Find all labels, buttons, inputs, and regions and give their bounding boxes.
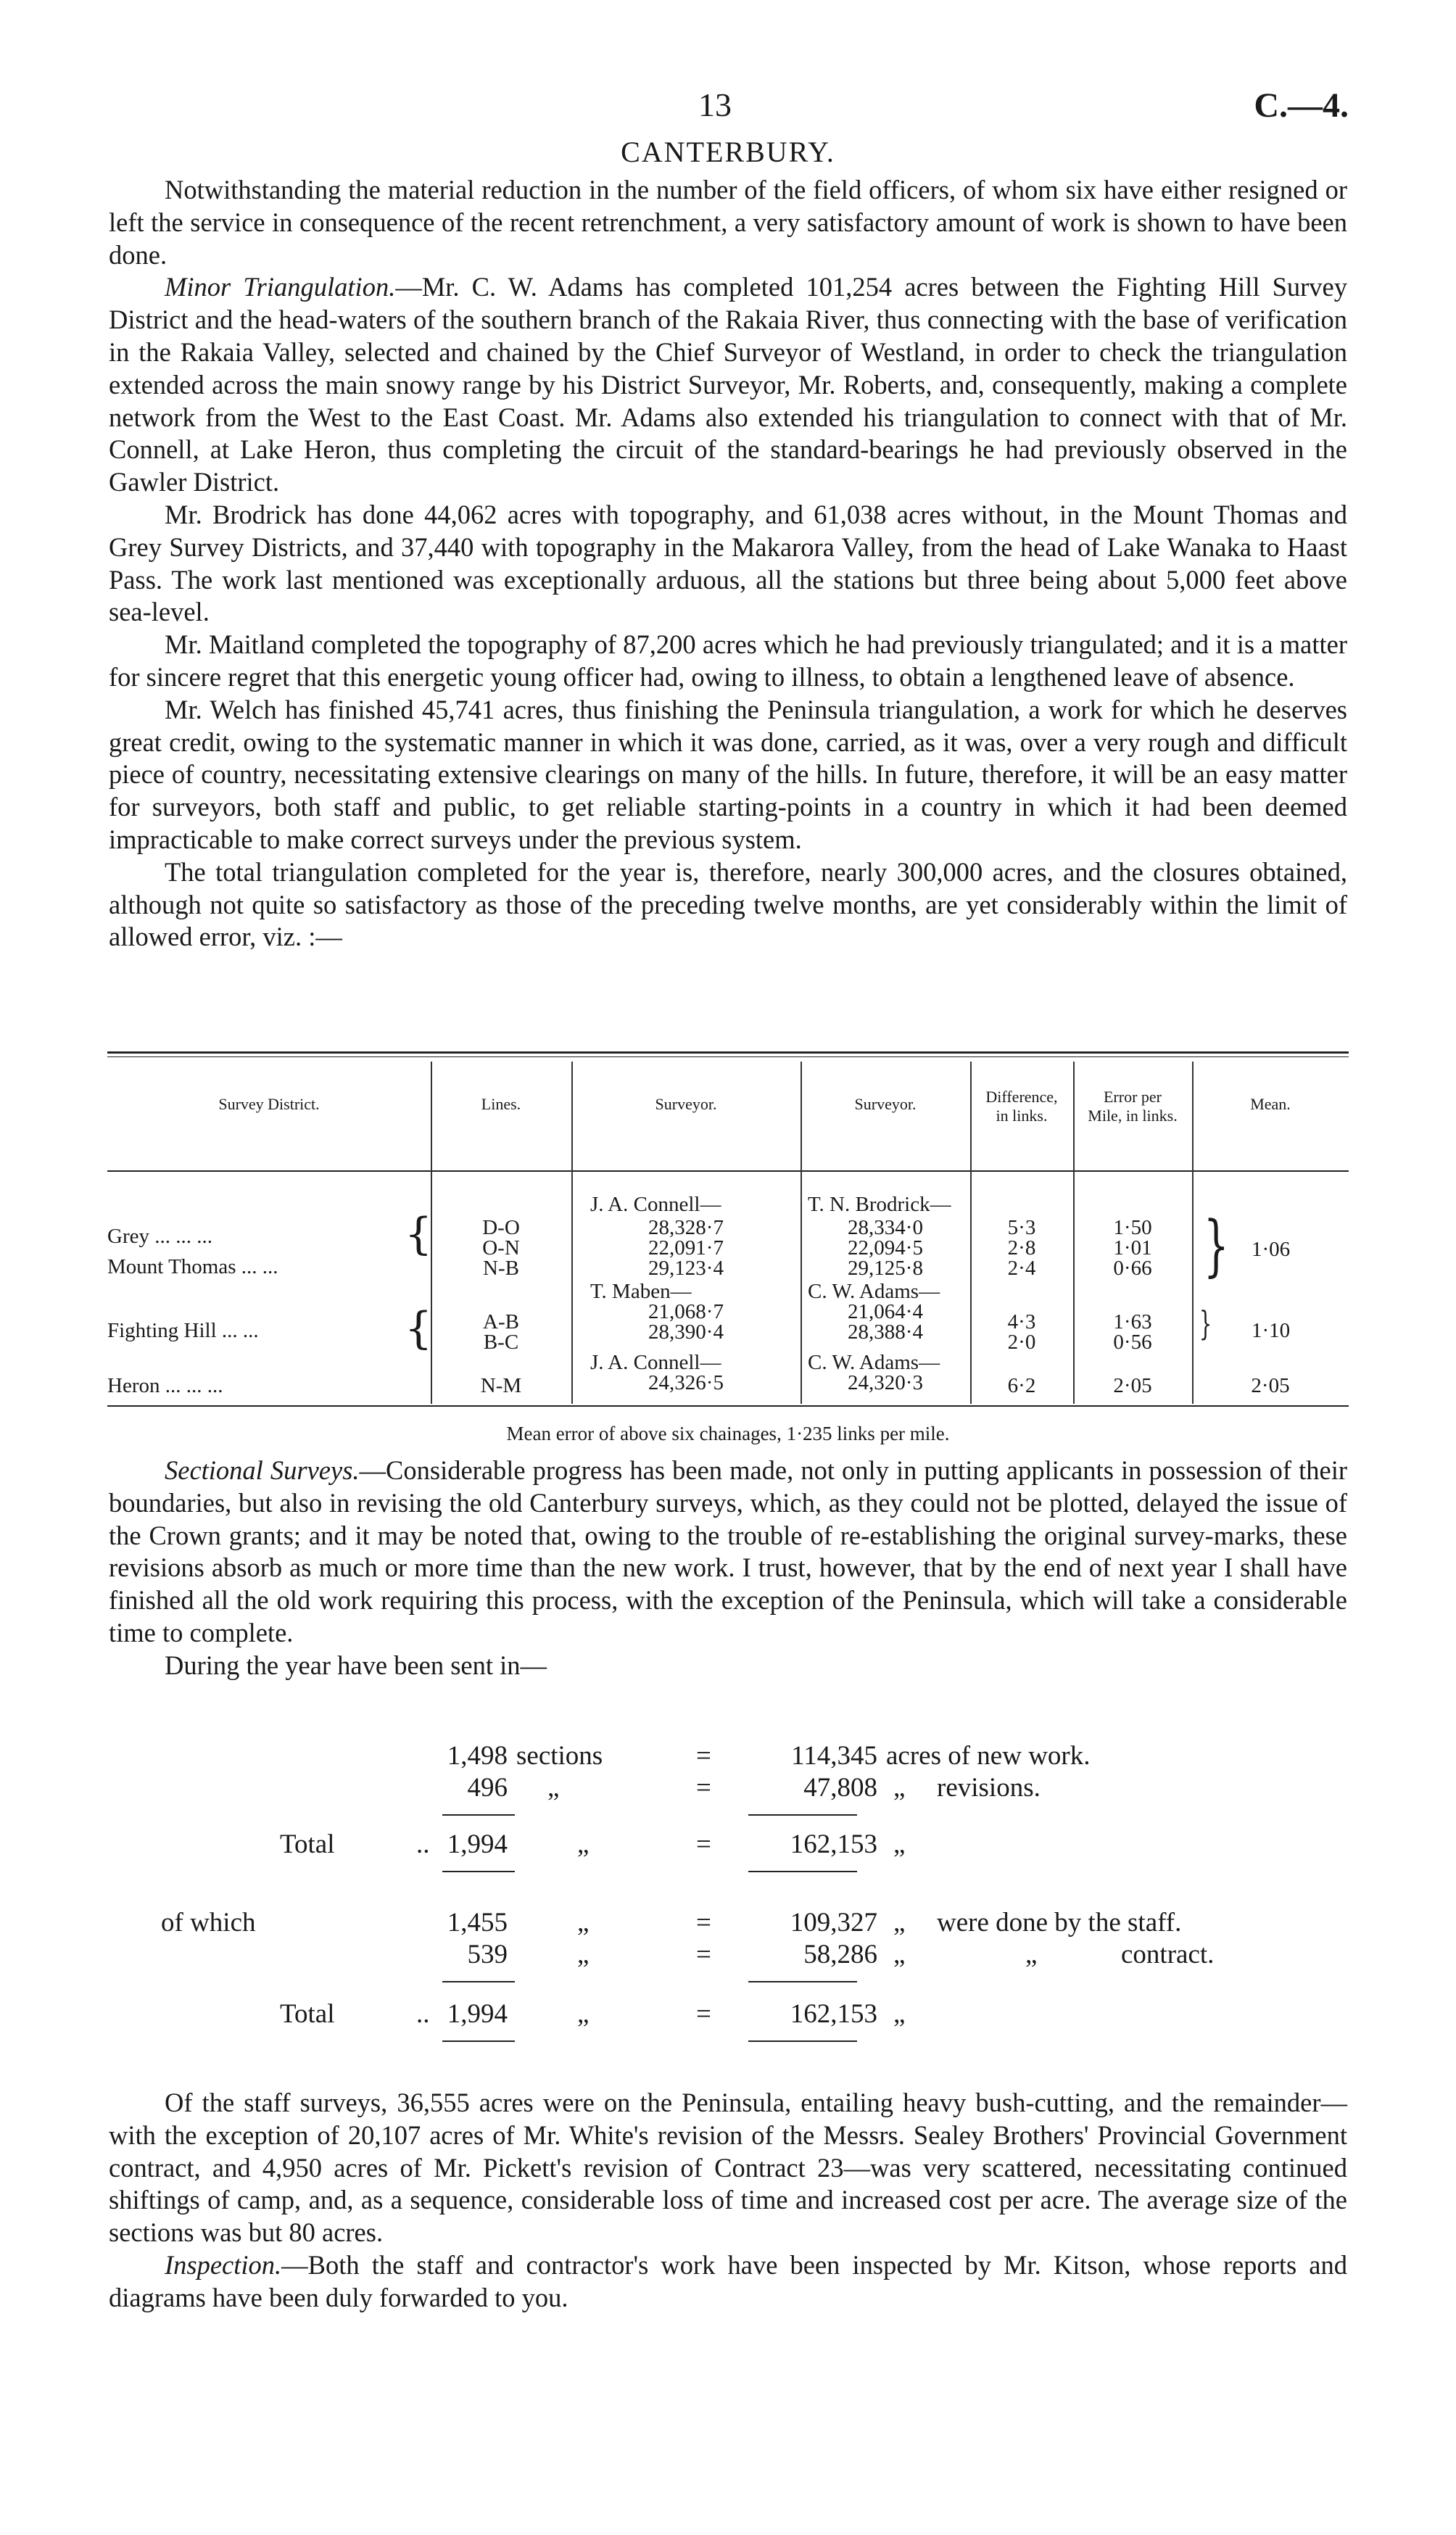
ditto: „ [893, 1829, 906, 1859]
equals: = [696, 1908, 711, 1938]
ditto: „ [577, 1829, 590, 1859]
table-header-rule [107, 1170, 1349, 1172]
header-surveyor-2: Surveyor. [854, 1095, 917, 1113]
line-cell: N-M [480, 1374, 522, 1397]
acres: 58,286 [803, 1940, 877, 1969]
ditto: „ [547, 1773, 560, 1803]
paragraph-lead-sectional-surveys: Sectional Surveys. [165, 1455, 360, 1485]
paragraph-brodrick: Mr. Brodrick has done 44,062 acres with topography, and 61,038 acres without, in the Mount Thomas and Grey Survey Districts, and 37,440 with topography in the Makarora Valley, from the head of Lake Wanaka to Haast Pass. The work last mentioned was exceptionally arduous, all the stations but three being about 5,000 feet above sea-level. [109, 499, 1347, 627]
description: acres of new work. [886, 1741, 1091, 1771]
count: 1,455 [447, 1908, 508, 1938]
difference-value: 2·4 [1007, 1257, 1036, 1280]
header-difference-line-1: Difference, [985, 1088, 1058, 1106]
difference-value: 2·0 [1007, 1331, 1036, 1354]
description: contract. [1121, 1940, 1215, 1969]
difference-value: 2·8 [1007, 1236, 1036, 1260]
count: 1,498 [447, 1741, 508, 1771]
line-cell: N-B [483, 1257, 519, 1280]
description: were done by the staff. [937, 1908, 1182, 1938]
page-number: 13 [698, 86, 732, 123]
district-grey: Grey ... ... ... [107, 1225, 212, 1248]
header-error-line-1: Error per [1103, 1088, 1162, 1106]
description: revisions. [937, 1773, 1041, 1803]
ditto: „ [893, 1999, 906, 2029]
acres: 162,153 [790, 1999, 877, 2029]
underline [748, 1871, 857, 1872]
line-cell: D-O [482, 1216, 520, 1239]
surveyor-group-2-b: C. W. Adams— [808, 1280, 940, 1303]
ditto: „ [893, 1773, 906, 1803]
ditto: „ [1025, 1940, 1038, 1969]
body-text [109, 174, 1347, 954]
underline [748, 1981, 857, 1982]
acres: 162,153 [790, 1829, 877, 1859]
closing-text [109, 2087, 1347, 2315]
surveyor-group-2-a: T. Maben— [590, 1280, 692, 1303]
line-cell: O-N [482, 1236, 520, 1260]
underline [442, 1871, 515, 1872]
underline [748, 1814, 857, 1816]
count: 1,994 [447, 1829, 508, 1859]
equals: = [696, 1829, 711, 1859]
difference-value: 6·2 [1007, 1374, 1036, 1397]
triangulation-table [107, 1051, 1349, 1415]
error-value: 1·63 [1113, 1310, 1152, 1333]
total-label: Total [280, 1829, 335, 1859]
count: 496 [467, 1773, 508, 1803]
acres: 47,808 [803, 1773, 877, 1803]
count: 1,994 [447, 1999, 508, 2029]
line-cell: A-B [483, 1310, 519, 1333]
underline [748, 2040, 857, 2042]
surveyor-1-value: 28,390·4 [648, 1320, 724, 1344]
header-mean: Mean. [1250, 1095, 1291, 1113]
paragraph-lead-minor-triangulation: Minor Triangulation. [165, 272, 396, 302]
mean-value-fighting-hill: 1·10 [1252, 1319, 1291, 1342]
leader-dots: .. [416, 1999, 430, 2029]
underline [442, 1814, 515, 1816]
surveyor-group-3-b: C. W. Adams— [808, 1351, 940, 1374]
paragraph-staff-surveys: Of the staff surveys, 36,555 acres were on the Peninsula, entailing heavy bush-cutting, and the remainder—with the exception of 20,107 acres of Mr. White's revision of the Messrs. Sealey Brothers' Provincial Government contract, and 4,950 acres of Mr. Pickett's revision of Contract 23—was very scattered, necessitating continued shiftings of camp, and, as a sequence, considerable loss of time and increased cost per acre. The average size of the sections was but 80 acres. [109, 2088, 1347, 2248]
leader-dots: .. [416, 1829, 430, 1859]
total-label: Total [280, 1999, 335, 2029]
count: 539 [467, 1940, 508, 1969]
acres: 109,327 [790, 1908, 877, 1938]
equals: = [696, 1999, 711, 2029]
document-code: C.—4. [1254, 86, 1349, 125]
mean-value-grey-mount-thomas: 1·06 [1252, 1238, 1291, 1261]
paragraph-inspection [109, 2249, 1347, 2315]
surveyor-1-value: 21,068·7 [648, 1300, 724, 1323]
surveyor-2-value: 28,388·4 [848, 1320, 923, 1344]
ditto: „ [577, 1908, 590, 1938]
ditto: „ [577, 1940, 590, 1969]
header-error-line-2: Mile, in links. [1088, 1107, 1178, 1125]
paragraph-text: —Both the staff and contractor's work have been inspected by Mr. Kitson, whose reports and diagrams have been duly forwarded to you. [109, 2249, 1347, 2312]
header-difference-line-2: in links. [996, 1107, 1048, 1125]
district-heron: Heron ... ... ... [107, 1374, 223, 1397]
paragraph-text: —Mr. C. W. Adams has completed 101,254 acres between the Fighting Hill Survey District and the head-waters of the southern branch of the Rakaia River, thus connecting with the base of verification in the Rakaia Valley, selected and chained by the Chief Surveyor of Westland, in order to check the triangulation extended across the main snowy range by his District Surveyor, Mr. Roberts, and, consequently, making a complete network from the West to the East Coast. Mr. Adams also extended his triangulation to connect with that of Mr. Connell, at Lake Heron, thus completing the circuit of the standard-bearings he had previously observed in the Gawler District. [109, 272, 1347, 497]
surveyor-2-value: 22,094·5 [848, 1236, 923, 1260]
acres: 114,345 [791, 1741, 877, 1771]
paragraph-sent-in: During the year have been sent in— [165, 1650, 547, 1680]
underline [442, 2040, 515, 2042]
table-top-rule-thin [107, 1056, 1349, 1057]
district-mount-thomas: Mount Thomas ... ... [107, 1255, 278, 1278]
surveyor-group-3-a: J. A. Connell— [590, 1351, 721, 1374]
ditto: „ [893, 1940, 906, 1969]
difference-value: 5·3 [1007, 1216, 1036, 1239]
paragraph-total-triangulation: The total triangulation completed for the year is, therefore, nearly 300,000 acres, and the closures obtained, although not quite so satisfactory as those of the preceding twelve months, are yet considerably within the limit of allowed error, viz. :— [109, 856, 1347, 952]
table-top-rule [107, 1051, 1349, 1054]
header-survey-district: Survey District. [218, 1095, 320, 1113]
surveyor-group-1-a: J. A. Connell— [590, 1193, 721, 1216]
paragraph-maitland: Mr. Maitland completed the topography of 87,200 acres which he had previously triangulated; and it is a matter for sincere regret that this energetic young officer had, owing to illness, to obtain a lengthened leave of absence. [109, 629, 1347, 692]
mean-brace-1: { [1203, 1207, 1229, 1284]
surveyor-2-value: 29,125·8 [848, 1257, 923, 1280]
surveyor-group-1-b: T. N. Brodrick— [808, 1193, 951, 1216]
paragraph-lead-inspection: Inspection. [165, 2249, 282, 2280]
grey-brace: { [405, 1209, 433, 1260]
error-value: 0·66 [1113, 1257, 1152, 1280]
surveyor-1-value: 22,091·7 [648, 1236, 724, 1260]
unit: sections [516, 1741, 603, 1771]
error-value: 0·56 [1113, 1331, 1152, 1354]
header-lines: Lines. [481, 1095, 521, 1113]
district-fighting-hill: Fighting Hill ... ... [107, 1319, 259, 1342]
table-note: Mean error of above six chainages, 1·235 links per mile. [506, 1423, 950, 1444]
underline [442, 1981, 515, 1982]
surveyor-2-value: 24,320·3 [848, 1371, 923, 1394]
section-title: CANTERBURY. [621, 136, 835, 168]
surveyor-2-value: 28,334·0 [848, 1216, 923, 1239]
equals: = [696, 1741, 711, 1771]
header-surveyor-1: Surveyor. [655, 1095, 717, 1113]
surveyor-1-value: 24,326·5 [648, 1371, 724, 1394]
paragraph-minor-triangulation [109, 271, 1347, 499]
of-which-label: of which [161, 1908, 256, 1938]
mean-brace-2: { [1199, 1304, 1212, 1343]
summary-figures [0, 1450, 1456, 2088]
equals: = [696, 1940, 711, 1969]
error-value: 2·05 [1113, 1374, 1152, 1397]
ditto: „ [577, 1999, 590, 2029]
surveyor-1-value: 28,328·7 [648, 1216, 724, 1239]
header-difference [970, 1088, 1073, 1125]
difference-value: 4·3 [1007, 1310, 1036, 1333]
equals: = [696, 1773, 711, 1803]
mean-value-heron: 2·05 [1251, 1374, 1290, 1397]
surveyor-2-value: 21,064·4 [848, 1300, 923, 1323]
error-value: 1·50 [1113, 1216, 1152, 1239]
paragraph-welch: Mr. Welch has finished 45,741 acres, thus finishing the Peninsula triangulation, a work for which he deserves great credit, owing to the systematic manner in which it was done, carried, as it was, over a very rough and difficult piece of country, necessitating extensive clearings on many of the hills. In future, therefore, it will be an easy matter for surveyors, both staff and public, to get reliable starting-points in a country in which it had been deemed impracticable to make correct surveys under the previous system. [109, 694, 1347, 854]
fighting-hill-brace: { [405, 1303, 433, 1354]
paragraph-intro: Notwithstanding the material reduction in the number of the field officers, of whom six have either resigned or left the service in consequence of the recent retrenchment, a very satisfactory amount of work is shown to have been done. [109, 175, 1347, 270]
surveyor-1-value: 29,123·4 [648, 1257, 724, 1280]
error-value: 1·01 [1113, 1236, 1152, 1260]
ditto: „ [893, 1908, 906, 1938]
table-bottom-rule [107, 1405, 1349, 1407]
paragraph-text: —Considerable progress has been made, not only in putting applicants in possession of their boundaries, but also in revising the old Canterbury surveys, which, as they could not be plotted, delayed the issue of the Crown grants; and it may be noted that, owing to the trouble of re-establishing the original survey-marks, these revisions absorb as much or more time than the new work. I trust, however, that by the end of next year I shall have finished all the old work requiring this process, with the exception of the Peninsula, which will take a considerable time to complete. [109, 1455, 1347, 1647]
header-error-per-mile [1073, 1088, 1192, 1125]
line-cell: B-C [483, 1331, 519, 1354]
